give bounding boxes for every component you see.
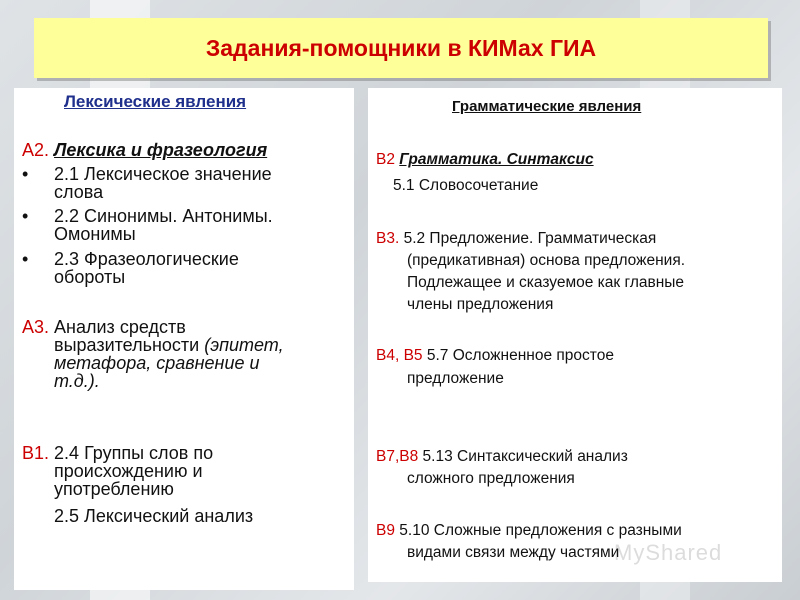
task-b9-text: 5.10 Сложные предложения с разными: [399, 522, 682, 539]
task-b2-header: [376, 150, 594, 170]
task-b7b8-text: 5.13 Синтаксический анализ: [422, 448, 628, 465]
task-b3-line: Подлежащее и сказуемое как главные: [407, 274, 685, 291]
task-a3-italic: (эпитет,: [204, 335, 284, 355]
watermark-logo: MyShared: [614, 540, 723, 565]
task-b1-line: [22, 443, 213, 463]
task-code: В7,В8: [376, 448, 419, 465]
task-b2-title: Грамматика. Синтаксис: [399, 151, 594, 168]
task-b3-line: (предикативная) основа предложения.: [407, 252, 686, 269]
task-a3-text: выразительности: [54, 335, 200, 355]
task-b4b5-text: 5.7 Осложненное простое: [426, 347, 614, 364]
bullet-line: 2.3 Фразеологические: [54, 249, 239, 269]
bullet-line: 2.2 Синонимы. Антонимы.: [54, 206, 273, 226]
bullet-line: 2.1 Лексическое значение: [54, 164, 272, 184]
task-b4b5-line: [376, 346, 614, 366]
task-b1-line: 2.5 Лексический анализ: [54, 506, 254, 526]
task-b3-line: [376, 229, 656, 249]
task-a3-text: Анализ средств: [54, 317, 186, 337]
task-code: А3.: [22, 317, 50, 337]
task-a3-line: [54, 335, 284, 355]
task-b2-line: 5.1 Словосочетание: [393, 177, 539, 194]
task-b7b8-line: [376, 447, 628, 467]
task-b9-line: [376, 521, 682, 541]
task-a3-line: т.д.).: [54, 371, 100, 391]
task-code: В2: [376, 151, 395, 168]
task-code: В1.: [22, 443, 50, 463]
task-b3-text: 5.2 Предложение. Грамматическая: [403, 230, 657, 247]
lexical-heading: Лексические явления: [64, 92, 247, 111]
bullet-icon: •: [22, 249, 29, 269]
task-code: В4, В5: [376, 347, 423, 364]
task-a2-header: [22, 140, 267, 160]
bullet-icon: •: [22, 164, 29, 184]
task-code: А2.: [22, 140, 50, 160]
bullet-line: Омонимы: [54, 224, 136, 244]
task-a3-line: [22, 317, 186, 337]
task-code: В3.: [376, 230, 400, 247]
title-banner: [34, 18, 768, 78]
bullet-line: обороты: [54, 267, 126, 287]
task-b4b5-line: предложение: [407, 370, 504, 387]
task-a3-line: метафора, сравнение и: [54, 353, 260, 373]
task-b1-line: употреблению: [54, 479, 174, 499]
grammar-panel: [368, 88, 782, 582]
task-b7b8-line: сложного предложения: [407, 470, 575, 487]
task-b1-text: 2.4 Группы слов по: [54, 443, 214, 463]
bullet-line: слова: [54, 182, 104, 202]
bullet-icon: •: [22, 206, 29, 226]
lexical-panel: [14, 88, 354, 590]
slide-title: Задания-помощники в КИМах ГИА: [205, 34, 597, 61]
grammar-heading: Грамматические явления: [452, 98, 642, 115]
task-code: В9: [376, 522, 395, 539]
task-b9-line: видами связи между частями: [407, 544, 620, 561]
task-b3-line: члены предложения: [407, 296, 554, 313]
task-a2-title: Лексика и фразеология: [54, 140, 268, 160]
task-b1-line: происхождению и: [54, 461, 203, 481]
